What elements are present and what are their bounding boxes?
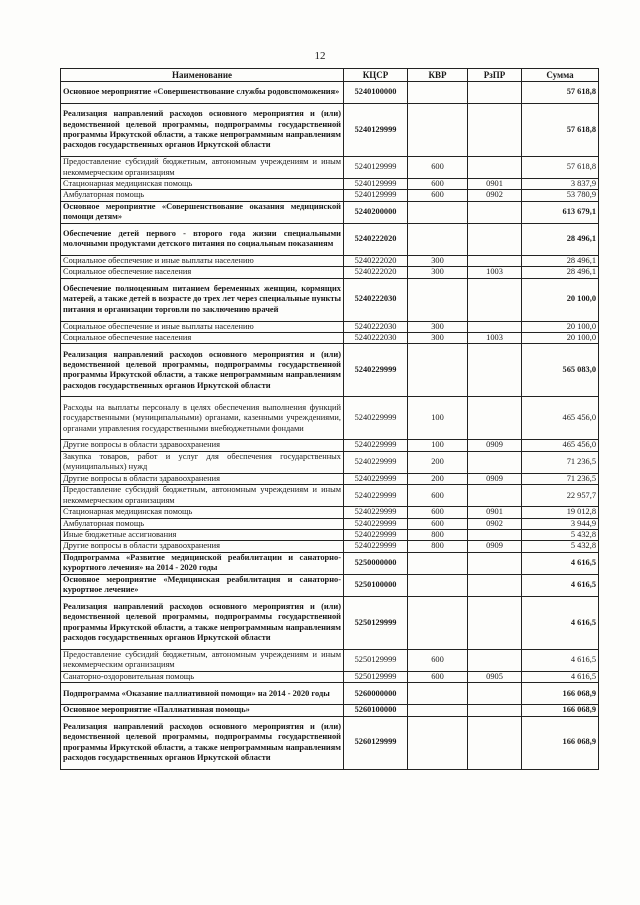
row-sum: 19 012,8 [522, 507, 599, 518]
row-sum: 4 616,5 [522, 552, 599, 574]
row-name: Реализация направлений расходов основного мероприятия и (или) ведомственной целевой программы, подпрограммы государственной программы Иркутской области, а также непрограммным направлениям расходов государственных органов Иркутской области [61, 716, 344, 769]
row-name: Другие вопросы в области здравоохранения [61, 541, 344, 552]
row-rzpr [468, 552, 522, 574]
row-kvr [408, 201, 468, 223]
row-sum: 465 456,0 [522, 440, 599, 451]
table-row [61, 321, 599, 332]
row-name: Санаторно-оздоровительная помощь [61, 671, 344, 682]
row-kcsr: 5240229999 [344, 397, 408, 440]
row-kvr: 100 [408, 397, 468, 440]
table-row [61, 671, 599, 682]
row-kcsr: 5240222020 [344, 223, 408, 255]
table-body [61, 82, 599, 770]
row-rzpr [468, 82, 522, 104]
row-kcsr: 5240229999 [344, 530, 408, 541]
header-kvr: КВР [408, 69, 468, 82]
header-rzpr: РзПР [468, 69, 522, 82]
row-name: Стационарная медицинская помощь [61, 179, 344, 190]
table-row [61, 574, 599, 596]
row-kvr: 100 [408, 440, 468, 451]
row-kcsr: 5240222030 [344, 321, 408, 332]
row-name: Предоставление субсидий бюджетным, автономным учреждениям и иным некоммерческим организациям [61, 485, 344, 507]
row-kvr [408, 705, 468, 716]
row-rzpr: 0902 [468, 190, 522, 201]
row-sum: 5 432,8 [522, 541, 599, 552]
table-row [61, 518, 599, 529]
table-row [61, 596, 599, 649]
table-row [61, 485, 599, 507]
row-name: Предоставление субсидий бюджетным, автономным учреждениям и иным некоммерческим организациям [61, 649, 344, 671]
table-row [61, 451, 599, 473]
table-row [61, 278, 599, 321]
table-row [61, 397, 599, 440]
row-name: Реализация направлений расходов основного мероприятия и (или) ведомственной целевой программы, подпрограммы государственной программы Иркутской области, а также непрограммным направлениям расходов государственных органов Иркутской области [61, 104, 344, 157]
header-name: Наименование [61, 69, 344, 82]
row-rzpr [468, 716, 522, 769]
row-sum: 20 100,0 [522, 333, 599, 344]
header-kcsr: КЦСР [344, 69, 408, 82]
table-row [61, 440, 599, 451]
row-kvr [408, 552, 468, 574]
row-kvr: 600 [408, 507, 468, 518]
table-row [61, 716, 599, 769]
row-kvr: 300 [408, 321, 468, 332]
row-rzpr [468, 201, 522, 223]
row-rzpr: 0902 [468, 518, 522, 529]
row-kcsr: 5240129999 [344, 190, 408, 201]
row-name: Реализация направлений расходов основного мероприятия и (или) ведомственной целевой программы, подпрограммы государственной программы Иркутской области, а также непрограммным направлениям расходов государственных органов Иркутской области [61, 596, 344, 649]
row-kcsr: 5240129999 [344, 179, 408, 190]
table-row [61, 104, 599, 157]
table-row [61, 705, 599, 716]
row-rzpr [468, 344, 522, 397]
row-name: Реализация направлений расходов основного мероприятия и (или) ведомственной целевой программы, подпрограммы государственной программы Иркутской области, а также непрограммным направлениям расходов государственных органов Иркутской области [61, 344, 344, 397]
row-rzpr: 0909 [468, 440, 522, 451]
row-kvr: 300 [408, 255, 468, 266]
table-row [61, 649, 599, 671]
row-rzpr [468, 451, 522, 473]
row-sum: 4 616,5 [522, 649, 599, 671]
row-kvr [408, 716, 468, 769]
row-rzpr [468, 649, 522, 671]
row-sum: 465 456,0 [522, 397, 599, 440]
row-name: Иные бюджетные ассигнования [61, 530, 344, 541]
row-sum: 565 083,0 [522, 344, 599, 397]
row-sum: 4 616,5 [522, 574, 599, 596]
row-kvr: 200 [408, 473, 468, 484]
table-row [61, 255, 599, 266]
row-kvr [408, 104, 468, 157]
row-rzpr [468, 223, 522, 255]
row-sum: 57 618,8 [522, 82, 599, 104]
row-rzpr [468, 683, 522, 705]
row-kvr: 600 [408, 157, 468, 179]
row-kcsr: 5250129999 [344, 671, 408, 682]
row-kcsr: 5240229999 [344, 507, 408, 518]
row-kcsr: 5240229999 [344, 451, 408, 473]
row-name: Подпрограмма «Развитие медицинской реабилитации и санаторно-курортного лечения» на 2014 - 2020 годы [61, 552, 344, 574]
table-header-row [61, 69, 599, 82]
row-kcsr: 5240222030 [344, 278, 408, 321]
row-name: Предоставление субсидий бюджетным, автономным учреждениям и иным некоммерческим организациям [61, 157, 344, 179]
row-name: Обеспечение детей первого - второго года жизни специальными молочными продуктами детского питания по социальным показаниям [61, 223, 344, 255]
row-kvr [408, 278, 468, 321]
row-rzpr [468, 485, 522, 507]
table-row [61, 333, 599, 344]
row-kcsr: 5240222020 [344, 267, 408, 278]
row-kvr [408, 223, 468, 255]
row-rzpr [468, 574, 522, 596]
table-row [61, 552, 599, 574]
row-kvr: 600 [408, 179, 468, 190]
row-kcsr: 5260100000 [344, 705, 408, 716]
table-row [61, 157, 599, 179]
row-rzpr [468, 157, 522, 179]
row-rzpr [468, 321, 522, 332]
row-rzpr [468, 278, 522, 321]
row-sum: 4 616,5 [522, 596, 599, 649]
row-kcsr: 5240229999 [344, 485, 408, 507]
row-rzpr: 0901 [468, 507, 522, 518]
row-kvr [408, 574, 468, 596]
row-kcsr: 5240222020 [344, 255, 408, 266]
row-rzpr [468, 596, 522, 649]
row-sum: 28 496,1 [522, 267, 599, 278]
row-sum: 166 068,9 [522, 716, 599, 769]
table-row [61, 473, 599, 484]
row-kvr [408, 82, 468, 104]
row-rzpr: 0909 [468, 541, 522, 552]
row-kvr: 800 [408, 541, 468, 552]
row-kcsr: 5240229999 [344, 440, 408, 451]
row-name: Социальное обеспечение населения [61, 267, 344, 278]
row-kcsr: 5250000000 [344, 552, 408, 574]
row-rzpr: 0909 [468, 473, 522, 484]
row-kcsr: 5250129999 [344, 596, 408, 649]
row-name: Основное мероприятие «Совершенствование оказания медицинской помощи детям» [61, 201, 344, 223]
row-kcsr: 5240129999 [344, 104, 408, 157]
row-kvr: 300 [408, 333, 468, 344]
row-kcsr: 5240100000 [344, 82, 408, 104]
table-row [61, 201, 599, 223]
row-kcsr: 5260000000 [344, 683, 408, 705]
row-kvr: 200 [408, 451, 468, 473]
row-kcsr: 5240229999 [344, 518, 408, 529]
row-kcsr: 5260129999 [344, 716, 408, 769]
row-sum: 28 496,1 [522, 223, 599, 255]
row-sum: 71 236,5 [522, 473, 599, 484]
page-number: 12 [314, 50, 326, 62]
row-rzpr: 1003 [468, 333, 522, 344]
row-sum: 3 837,9 [522, 179, 599, 190]
row-name: Основное мероприятие «Совершенствование службы родовспоможения» [61, 82, 344, 104]
row-kvr: 600 [408, 649, 468, 671]
table-row [61, 530, 599, 541]
row-kvr: 600 [408, 485, 468, 507]
row-name: Другие вопросы в области здравоохранения [61, 473, 344, 484]
row-sum: 57 618,8 [522, 104, 599, 157]
row-sum: 5 432,8 [522, 530, 599, 541]
row-kvr: 600 [408, 671, 468, 682]
table-row [61, 179, 599, 190]
row-sum: 20 100,0 [522, 278, 599, 321]
row-sum: 71 236,5 [522, 451, 599, 473]
table-row [61, 507, 599, 518]
row-sum: 22 957,7 [522, 485, 599, 507]
row-name: Амбулаторная помощь [61, 518, 344, 529]
table-row [61, 541, 599, 552]
row-rzpr [468, 104, 522, 157]
row-name: Обеспечение полноценным питанием беременных женщин, кормящих матерей, а также детей в возрасте до трех лет через специальные пункты питания и организации торговли по заключению врачей [61, 278, 344, 321]
row-kvr: 600 [408, 518, 468, 529]
row-name: Подпрограмма «Оказание паллиативной помощи» на 2014 - 2020 годы [61, 683, 344, 705]
row-name: Социальное обеспечение населения [61, 333, 344, 344]
table-row [61, 344, 599, 397]
header-sum: Сумма [522, 69, 599, 82]
row-kcsr: 5240229999 [344, 344, 408, 397]
row-name: Расходы на выплаты персоналу в целях обеспечения выполнения функций государственными (муниципальными) органами, казенными учреждениями, органами управления государственными внебюджетными фондами [61, 397, 344, 440]
row-name: Основное мероприятие «Медицинская реабилитация и санаторно-курортное лечение» [61, 574, 344, 596]
row-kcsr: 5240229999 [344, 473, 408, 484]
row-rzpr: 0901 [468, 179, 522, 190]
row-kcsr: 5240222030 [344, 333, 408, 344]
row-name: Закупка товаров, работ и услуг для обеспечения государственных (муниципальных) нужд [61, 451, 344, 473]
row-sum: 28 496,1 [522, 255, 599, 266]
row-kcsr: 5240129999 [344, 157, 408, 179]
row-name: Другие вопросы в области здравоохранения [61, 440, 344, 451]
row-kvr: 800 [408, 530, 468, 541]
row-name: Социальное обеспечение и иные выплаты населению [61, 255, 344, 266]
row-rzpr [468, 397, 522, 440]
table-row [61, 82, 599, 104]
table-row [61, 223, 599, 255]
row-sum: 20 100,0 [522, 321, 599, 332]
row-kvr: 300 [408, 267, 468, 278]
row-kvr [408, 344, 468, 397]
row-kvr [408, 596, 468, 649]
row-name: Стационарная медицинская помощь [61, 507, 344, 518]
row-sum: 57 618,8 [522, 157, 599, 179]
row-rzpr [468, 255, 522, 266]
row-kcsr: 5250100000 [344, 574, 408, 596]
row-kcsr: 5240200000 [344, 201, 408, 223]
table-row [61, 190, 599, 201]
row-sum: 3 944,9 [522, 518, 599, 529]
row-rzpr: 0905 [468, 671, 522, 682]
row-sum: 4 616,5 [522, 671, 599, 682]
row-kvr [408, 683, 468, 705]
table-row [61, 267, 599, 278]
row-sum: 166 068,9 [522, 705, 599, 716]
row-sum: 166 068,9 [522, 683, 599, 705]
row-rzpr [468, 530, 522, 541]
row-kcsr: 5240229999 [344, 541, 408, 552]
row-name: Основное мероприятие «Паллиативная помощь» [61, 705, 344, 716]
row-kcsr: 5250129999 [344, 649, 408, 671]
budget-table [60, 68, 599, 770]
row-sum: 53 780,9 [522, 190, 599, 201]
table-row [61, 683, 599, 705]
row-rzpr: 1003 [468, 267, 522, 278]
row-kvr: 600 [408, 190, 468, 201]
row-sum: 613 679,1 [522, 201, 599, 223]
row-name: Амбулаторная помощь [61, 190, 344, 201]
row-name: Социальное обеспечение и иные выплаты населению [61, 321, 344, 332]
row-rzpr [468, 705, 522, 716]
